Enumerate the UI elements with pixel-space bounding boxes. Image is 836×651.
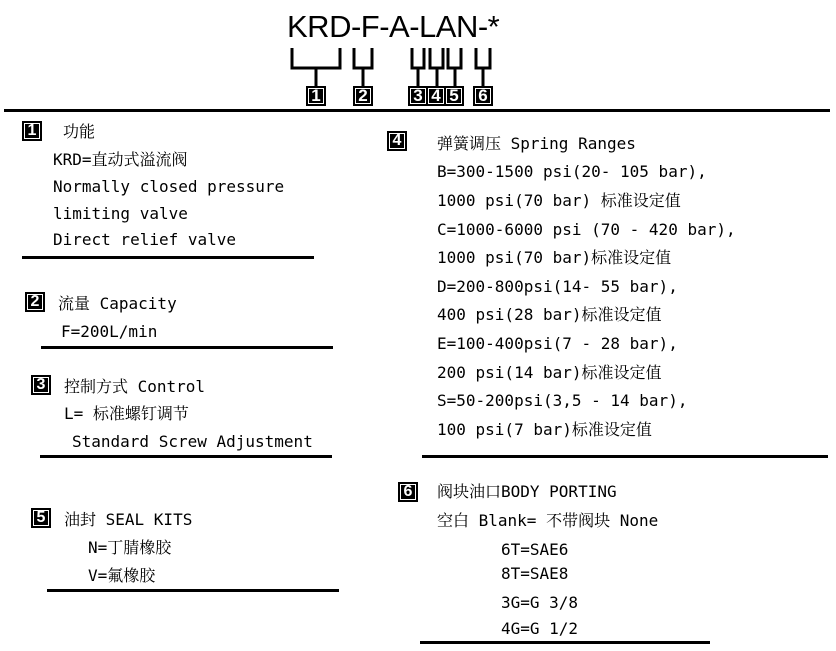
- section-4-line: 1000 psi(70 bar)标准设定值: [437, 248, 672, 267]
- section-2-line: F=200L/min: [61, 322, 158, 341]
- section-6-line: 空白 Blank= 不带阀块 None: [437, 511, 659, 530]
- section-6-title: 阀块油口BODY PORTING: [437, 482, 617, 501]
- section-4-rule: [422, 455, 828, 458]
- section-4-badge: 4: [387, 131, 407, 151]
- section-3-rule: [40, 455, 332, 458]
- section-1-line: limiting valve: [53, 204, 188, 223]
- section-3-badge: 3: [31, 375, 51, 395]
- code-badge-1: 1: [306, 86, 326, 106]
- section-2-badge: 2: [25, 292, 45, 312]
- section-2-title: 流量 Capacity: [58, 294, 177, 313]
- section-1-rule: [22, 256, 314, 259]
- section-4-line: 200 psi(14 bar)标准设定值: [437, 363, 662, 382]
- section-4-line: B=300-1500 psi(20- 105 bar),: [437, 162, 707, 181]
- section-2-rule: [41, 346, 333, 349]
- code-badge-3: 3: [408, 86, 428, 106]
- section-6-line: 8T=SAE8: [501, 564, 569, 583]
- model-code: KRD-F-A-LAN-*: [287, 9, 500, 44]
- section-4-line: E=100-400psi(7 - 28 bar),: [437, 334, 678, 353]
- section-4-line: D=200-800psi(14- 55 bar),: [437, 277, 678, 296]
- code-badge-2: 2: [353, 86, 373, 106]
- section-1-badge: 1: [22, 121, 42, 141]
- section-6-line: 3G=G 3/8: [501, 593, 579, 612]
- header-rule: [4, 109, 830, 112]
- section-4-line: 400 psi(28 bar)标准设定值: [437, 305, 662, 324]
- section-6-line: 4G=G 1/2: [501, 619, 579, 638]
- section-6-line: 6T=SAE6: [501, 540, 569, 559]
- section-4-line: C=1000-6000 psi (70 - 420 bar),: [437, 220, 736, 239]
- code-badge-6: 6: [473, 86, 493, 106]
- section-4-line: 1000 psi(70 bar) 标准设定值: [437, 191, 681, 210]
- section-5-line: N=丁腈橡胶: [88, 538, 172, 557]
- section-3-line: Standard Screw Adjustment: [72, 432, 313, 451]
- section-4-line: 100 psi(7 bar)标准设定值: [437, 420, 652, 439]
- section-1-line: KRD=直动式溢流阀: [53, 150, 188, 169]
- section-1-line: Direct relief valve: [53, 230, 237, 249]
- section-3-title: 控制方式 Control: [64, 377, 206, 396]
- section-6-badge: 6: [398, 482, 418, 502]
- section-5-badge: 5: [31, 508, 51, 528]
- section-1-title: 功能: [63, 122, 96, 141]
- section-1-line: Normally closed pressure: [53, 177, 285, 196]
- section-5-title: 油封 SEAL KITS: [64, 510, 193, 529]
- section-5-rule: [47, 589, 339, 592]
- section-3-line: L= 标准螺钉调节: [64, 404, 189, 423]
- section-6-rule: [420, 641, 710, 644]
- section-4-line: S=50-200psi(3,5 - 14 bar),: [437, 391, 688, 410]
- section-5-line: V=氟橡胶: [88, 566, 156, 585]
- code-badge-5: 5: [444, 86, 464, 106]
- code-badge-4: 4: [426, 86, 446, 106]
- section-4-title: 弹簧调压 Spring Ranges: [437, 134, 636, 153]
